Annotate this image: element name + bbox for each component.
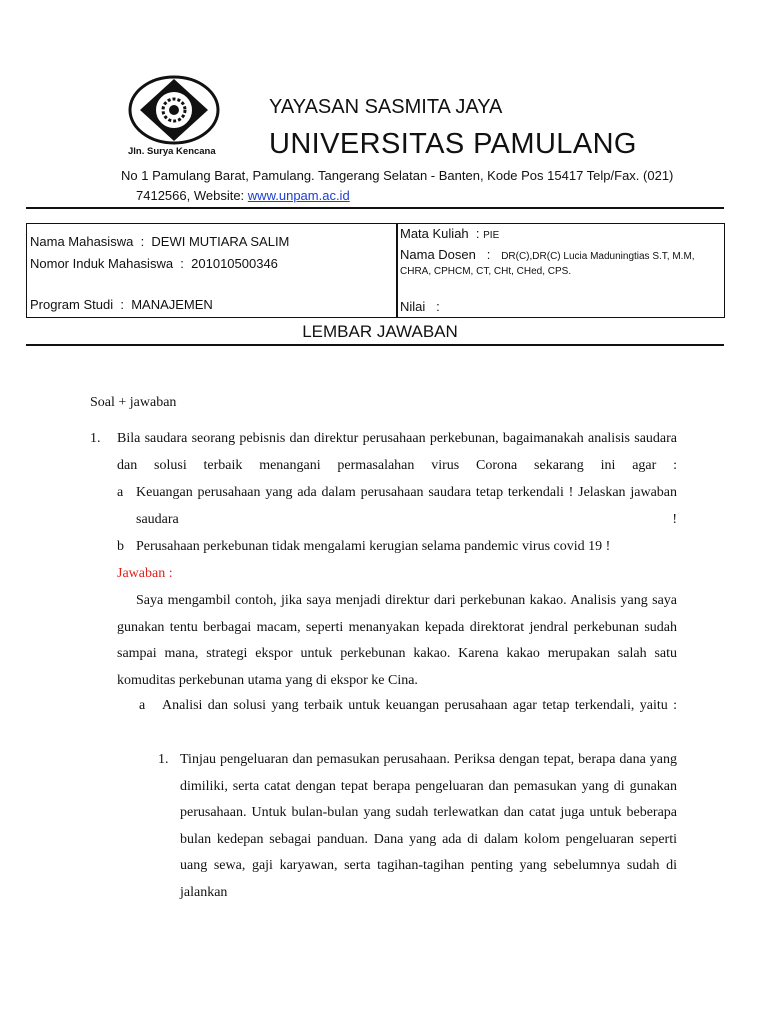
student-id-label: Nomor Induk Mahasiswa [30, 256, 174, 271]
answer-label: Jawaban : [117, 566, 173, 581]
address-line-1: No 1 Pamulang Barat, Pamulang. Tangerang Selatan - Banten, Kode Pos 15417 Telp/Fax. (021) [121, 168, 674, 183]
website-link[interactable]: www.unpam.ac.id [247, 188, 350, 203]
header-divider [26, 207, 724, 209]
answer-a-marker: a [139, 698, 146, 713]
answer-1-marker: 1. [158, 752, 169, 767]
address-line-2 [136, 188, 350, 203]
question-text: Bila saudara seorang pebisnis dan direktur perusahaan perkebunan, bagaimanakah analisis saudara dan solusi terbaik menangani permasalahan virus Corona sekarang ini agar : [117, 431, 677, 473]
foundation-name: YAYASAN SASMITA JAYA [269, 96, 503, 118]
university-logo [128, 74, 228, 156]
student-id-value: 201010500346 [191, 256, 278, 271]
lecturer-value-2: CHRA, CPHCM, CT, CHt, CHed, CPS. [400, 266, 572, 277]
answer-paragraph: Saya mengambil contoh, jika saya menjadi direktur dari perkebunan kakao. Analisis yang saya gunakan tentu berbagai macam, seperti menanyakan kepada direktorat jendral perkebunan sudah sampai mana, strategi ekspor untuk perkebunan kakao. Karena kakao merupakan salah satu komuditas perkebunan utama yang di ekspor ke Cina. [117, 593, 677, 688]
course-label: Mata Kuliah [400, 226, 469, 241]
colon: : [140, 234, 145, 249]
course-value: PIE [483, 230, 500, 241]
question-b-text: Perusahaan perkebunan tidak mengalami kerugian selama pandemic virus covid 19 ! [136, 539, 611, 554]
university-name: UNIVERSITAS PAMULANG [269, 128, 637, 160]
question-a-text: Keuangan perusahaan yang ada dalam perusahaan saudara tetap terkendali ! Jelaskan jawaban saudara ! [136, 485, 677, 527]
study-program-row [30, 297, 213, 312]
colon: : [436, 299, 440, 314]
answer-1-text: Tinjau pengeluaran dan pemasukan perusahaan. Periksa dengan tepat, berapa dana yang dimiliki, serta catat dengan tepat berapa pengeluaran dan pemasukan yang di gunakan perusahaan. Untuk bulan-bulan yang sudah terlewatkan dan catat juga untuk beberapa bulan kedepan sebagai panduan. Dana yang ada di dalam kolom pengeluaran seperti uang sewa, gaji karyawan, serta tagihan-tagihan penting yang sebelumnya sudah di jalankan [180, 752, 677, 900]
student-name-label: Nama Mahasiswa [30, 234, 134, 249]
address-line-2-prefix: 7412566, Website: [136, 188, 248, 203]
colon: : [486, 247, 491, 262]
question-number: 1. [90, 431, 101, 446]
study-program-label: Program Studi [30, 297, 114, 312]
lecturer-label: Nama Dosen [400, 247, 476, 262]
logo-text: Jln. Surya Kencana [128, 146, 216, 156]
question-a-marker: a [117, 485, 124, 500]
student-id-row [30, 256, 278, 271]
lecturer-row [400, 247, 695, 262]
colon: : [475, 226, 480, 241]
grade-row [400, 299, 440, 314]
page-title: LEMBAR JAWABAN [302, 322, 458, 341]
lecturer-value-1: DR(C),DR(C) Lucia Maduningtias S.T, M.M, [501, 251, 695, 262]
course-row [400, 226, 499, 241]
intro-text: Soal + jawaban [90, 395, 177, 410]
title-divider [26, 344, 724, 346]
answer-a-text: Analisi dan solusi yang terbaik untuk keuangan perusahaan agar tetap terkendali, yaitu : [162, 698, 677, 713]
study-program-value: MANAJEMEN [131, 297, 213, 312]
grade-label: Nilai [400, 299, 426, 314]
question-b-marker: b [117, 539, 124, 554]
colon: : [180, 256, 184, 271]
student-name-row [30, 234, 289, 249]
colon: : [120, 297, 124, 312]
student-name-value: DEWI MUTIARA SALIM [151, 234, 290, 249]
